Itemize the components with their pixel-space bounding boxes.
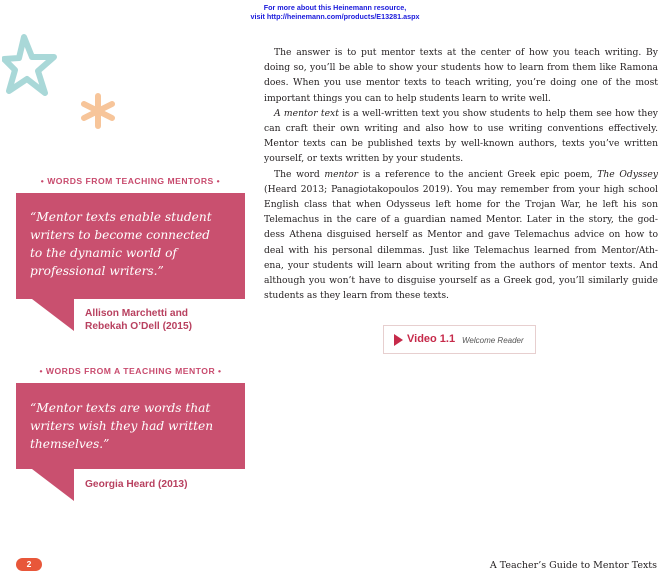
resource-link[interactable] bbox=[0, 3, 670, 21]
quote-box-2 bbox=[16, 383, 245, 469]
paragraph-text: The word bbox=[274, 168, 325, 180]
video-label: Video 1.1 bbox=[407, 333, 456, 345]
attribution-1 bbox=[85, 307, 192, 333]
video-button[interactable] bbox=[383, 325, 536, 354]
quote-line: to the dynamic world of bbox=[30, 246, 177, 260]
book-title-italic: The Odyssey bbox=[597, 168, 658, 180]
quote-text-1 bbox=[30, 208, 235, 280]
main-text bbox=[264, 45, 658, 303]
quote-line: themselves.” bbox=[30, 437, 110, 451]
quote-box-1 bbox=[16, 193, 245, 299]
quote-line: writers to become connected bbox=[30, 228, 210, 242]
asterisk-flower-icon bbox=[80, 93, 116, 129]
paragraph-2 bbox=[264, 106, 658, 167]
paragraph-3 bbox=[264, 167, 658, 304]
quote-line: writers wish they had written bbox=[30, 419, 214, 433]
attribution-2 bbox=[85, 478, 187, 491]
resource-link-line2[interactable]: visit http://heinemann.com/products/E13281.aspx bbox=[250, 12, 420, 21]
mentor-heading-1: • WORDS FROM TEACHING MENTORS • bbox=[40, 176, 221, 186]
attribution-line: Georgia Heard (2013) bbox=[85, 479, 188, 490]
quote-line: “Mentor texts are words that bbox=[30, 401, 211, 415]
resource-link-line1: For more about this Heinemann resource, bbox=[263, 3, 407, 12]
paragraph-text: is a reference to the ancient Greek epic poem, bbox=[358, 168, 598, 180]
quote-tail-2 bbox=[32, 469, 74, 501]
attribution-line: Rebekah O’Dell (2015) bbox=[85, 321, 193, 332]
quote-line: “Mentor texts enable student bbox=[30, 210, 212, 224]
quote-tail-1 bbox=[32, 299, 74, 331]
quote-text-2 bbox=[30, 399, 235, 453]
paragraph-1: The answer is to put mentor texts at the center of how you teach writing. By doing so, you’ll be able to show your students how to learn from them like Ramona does. When you use mentor texts to teach writing, you’re doing one of the most important things you can to help students learn to write well. bbox=[264, 47, 658, 104]
italic-term: mentor bbox=[324, 168, 359, 180]
running-footer-title: A Teacher’s Guide to Mentor Texts bbox=[489, 560, 657, 571]
mentor-heading-2: • WORDS FROM A TEACHING MENTOR • bbox=[39, 366, 222, 376]
italic-term: A mentor text bbox=[274, 107, 339, 119]
play-icon bbox=[394, 334, 403, 346]
page-number-badge: 2 bbox=[16, 558, 42, 571]
quote-line: professional writers.” bbox=[30, 264, 164, 278]
star-icon bbox=[2, 33, 58, 99]
attribution-line: Allison Marchetti and bbox=[85, 308, 189, 319]
paragraph-text: (Heard 2013; Panagiotakopoulos 2019). You may remember from your high school English class that when Odysseus left home for the Trojan War, he left his son Telemachus in the care of a guardian named Mentor. Later in the story, the god-dess Athena disguised herself as Mentor and gave Telemachus advice on how to deal with his personal dilemmas. Just like Telemachus learned from Mentor/Ath-ena, your students will learn about writing from the authors of mentor texts. And although you won’t have to disguise yourself as a Greek god, you’ll similarly guide students as they learn from these texts. bbox=[264, 183, 658, 302]
paragraph-text: is a well-written text you show students to help them see how they can craft their own writing and also how to use writing conventions effectively. Mentor texts can be published texts by well-known authors, texts you’ve written yourself, or texts written by your students. bbox=[264, 107, 658, 165]
video-title: Welcome Reader bbox=[462, 336, 524, 345]
